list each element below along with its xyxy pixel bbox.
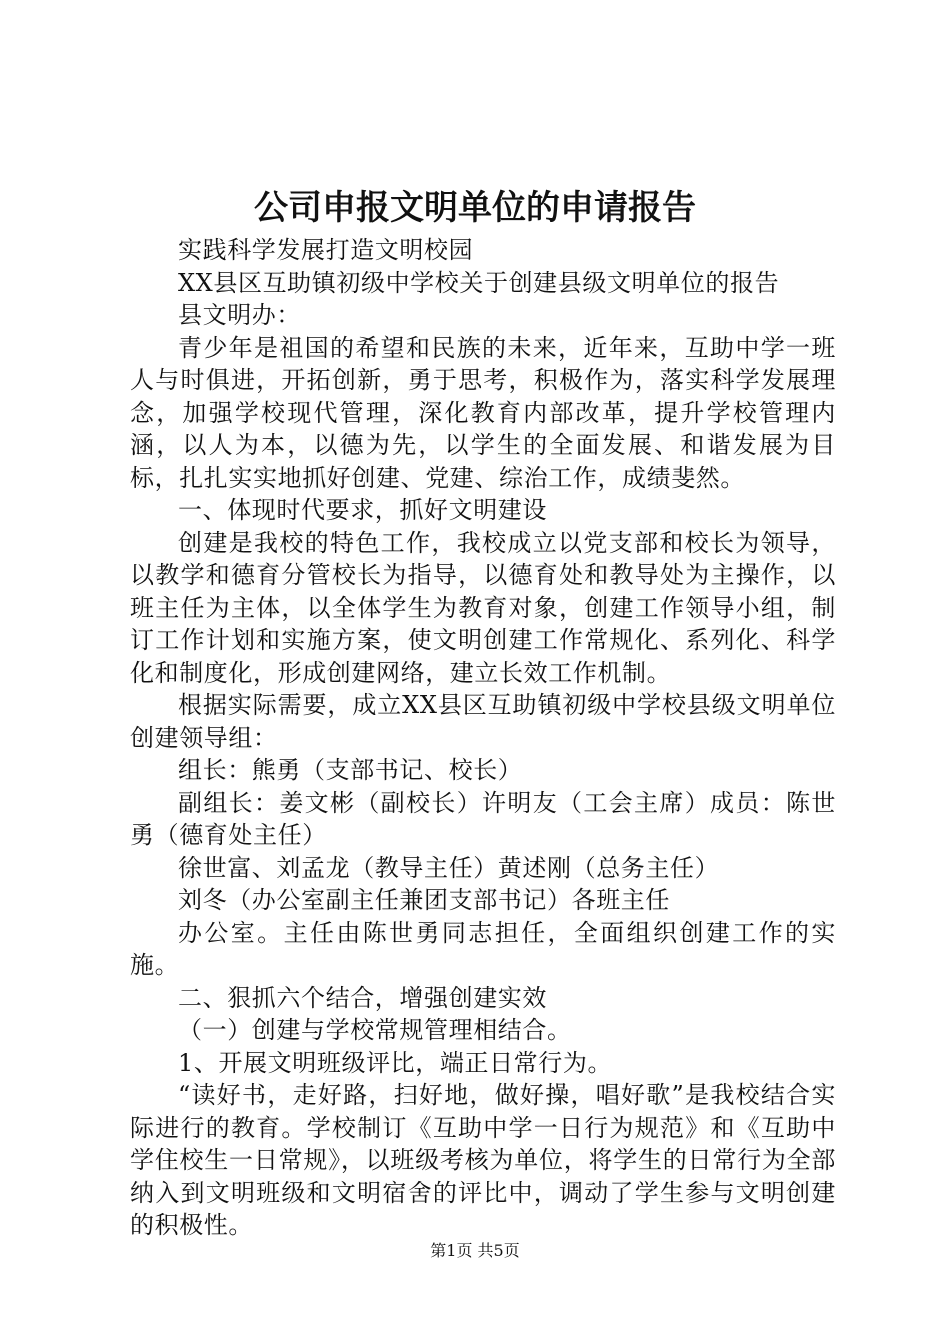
page-footer: 第1页 共5页 — [430, 1241, 520, 1260]
document-title: 公司申报文明单位的申请报告 — [254, 188, 696, 228]
paragraph-report-heading: XX县区互助镇初级中学校关于创建县级文明单位的报告 — [178, 268, 780, 297]
item-heading-1: 1、开展文明班级评比，端正日常行为。 — [178, 1048, 613, 1077]
section-heading-2: 二、狠抓六个结合，增强创建实效 — [178, 983, 547, 1012]
section-heading-1: 一、体现时代要求，抓好文明建设 — [178, 496, 547, 524]
paragraph-deputy: 副组长：姜文彬（副校长）许明友（工会主席）成员：陈世勇（德育处主任） — [130, 788, 836, 849]
paragraph-members-2: 刘冬（办公室副主任兼团支部书记）各班主任 — [178, 886, 670, 914]
paragraph-leadership: 根据实际需要，成立XX县区互助镇初级中学校县级文明单位创建领导组： — [130, 691, 836, 752]
paragraph-office: 办公室。主任由陈世勇同志担任，全面组织创建工作的实施。 — [130, 918, 836, 979]
paragraph-behavior: “读好书，走好路，扫好地，做好操，唱好歌”是我校结合实际进行的教育。学校制订《互助中学一日行为规范》和《互助中学住校生一日常规》，以班级考核为单位，将学生的日常行为全部纳入到文明班级和文明宿舍的评比中，调动了学生参与文明创建的积极性。 — [130, 1081, 836, 1239]
paragraph-leader: 组长：熊勇（支部书记、校长） — [178, 756, 523, 784]
paragraph-intro: 青少年是祖国的希望和民族的未来，近年来，互助中学一班人与时俱进，开拓创新，勇于思考，积极作为，落实科学发展理念，加强学校现代管理，深化教育内部改革，提升学校管理内涵，以人为本，以德为先，以学生的全面发展、和谐发展为目标，扎扎实实地抓好创建、党建、综治工作，成绩斐然。 — [130, 333, 836, 492]
paragraph-addressee: 县文明办： — [178, 301, 301, 329]
subsection-heading-1: （一）创建与学校常规管理相结合。 — [178, 1016, 572, 1044]
paragraph-creation: 创建是我校的特色工作，我校成立以党支部和校长为领导，以教学和德育分管校长为指导，以德育处和教导处为主操作，以班主任为主体，以全体学生为教育对象，创建工作领导小组，制订工作计划和实施方案，使文明创建工作常规化、系列化、科学化和制度化，形成创建网络，建立长效工作机制。 — [130, 528, 836, 687]
paragraph-subtitle: 实践科学发展打造文明校园 — [178, 236, 474, 264]
paragraph-members-1: 徐世富、刘孟龙（教导主任）黄述刚（总务主任） — [178, 853, 720, 882]
document-body — [130, 234, 836, 1242]
